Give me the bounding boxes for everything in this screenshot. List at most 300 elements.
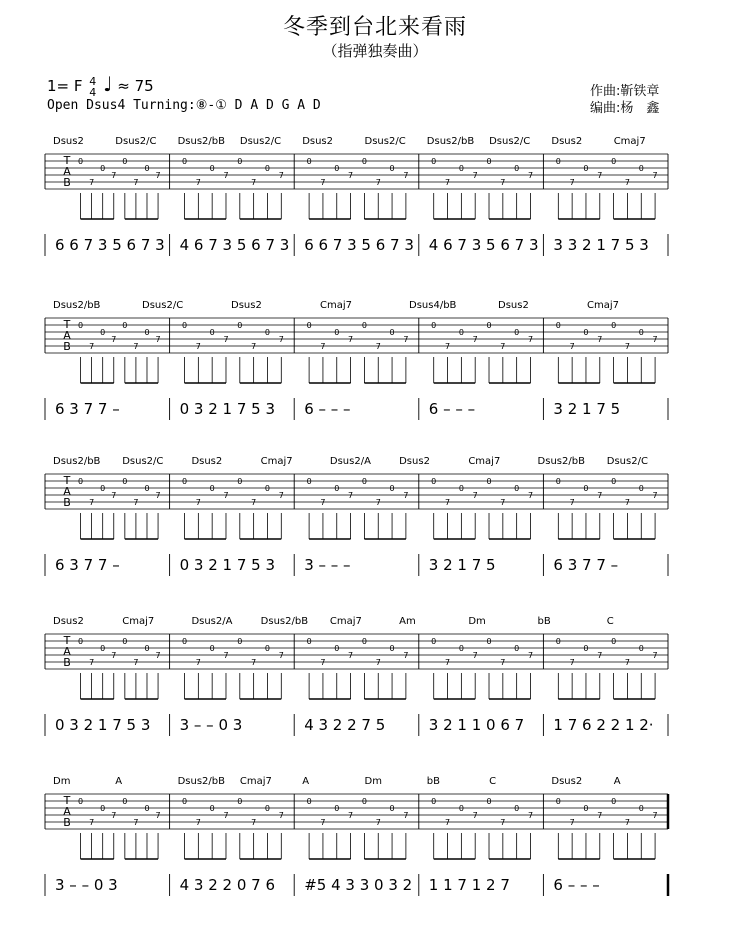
numbered-notation: 6 – – – [304, 400, 351, 418]
tab-clef-letter: B [63, 816, 71, 829]
tab-fret-number: 7 [278, 651, 284, 660]
tab-system [0, 452, 750, 592]
tab-fret-number: 0 [264, 644, 271, 653]
tab-fret-number: 0 [334, 484, 340, 493]
tab-fret-number: 7 [251, 818, 257, 827]
tab-fret-number: 0 [486, 321, 492, 330]
quarter-note-icon: ♩ [103, 72, 113, 96]
tab-fret-number: 7 [111, 171, 117, 180]
numbered-notation: 4 3 2 2 0 7 6 [179, 876, 276, 894]
chord-name: Dm [468, 616, 486, 627]
tab-fret-number: 0 [431, 321, 437, 330]
numbered-notation: 6 6 7 3 5 6 7 3 [304, 236, 414, 254]
tab-fret-number: 7 [597, 171, 603, 180]
tab-fret-number: 7 [278, 491, 284, 500]
numbered-notation: 4 6 7 3 5 6 7 3 [428, 236, 539, 254]
tab-fret-number: 0 [264, 804, 271, 813]
tab-fret-number: 7 [444, 178, 451, 187]
tab-fret-number: 7 [155, 171, 161, 180]
tab-fret-number: 7 [223, 171, 229, 180]
tab-fret-number: 0 [122, 157, 128, 166]
tab-fret-number: 0 [264, 328, 271, 337]
tab-fret-number: 0 [77, 797, 84, 806]
tab-fret-number: 0 [306, 157, 312, 166]
chord-name: Cmaj7 [260, 456, 293, 467]
tab-fret-number: 0 [144, 484, 150, 493]
chord-name: Dsus2/bB [53, 456, 101, 467]
tab-fret-number: 7 [348, 811, 354, 820]
tab-clef-letter: B [63, 656, 71, 669]
numbered-notation: 6 6 7 3 5 6 7 3 [55, 236, 165, 254]
chord-name: Dsus4/bB [409, 300, 457, 311]
song-title: 冬季到台北来看雨 [282, 15, 467, 40]
tab-fret-number: 0 [611, 797, 617, 806]
tab-fret-number: 7 [569, 342, 575, 351]
tab-fret-number: 0 [237, 477, 243, 486]
chord-name: Dsus2/bB [260, 616, 309, 627]
tab-fret-number: 0 [77, 321, 84, 330]
numbered-notation: 6 3 7 7 – [55, 556, 120, 574]
tab-fret-number: 0 [209, 328, 215, 337]
tab-fret-number: 7 [652, 811, 658, 820]
chord-name: Cmaj7 [239, 776, 272, 787]
tab-fret-number: 7 [223, 811, 229, 820]
tab-fret-number: 0 [306, 637, 312, 646]
tab-system-svg [0, 772, 750, 912]
tab-fret-number: 7 [251, 658, 257, 667]
tab-fret-number: 0 [611, 637, 617, 646]
tab-fret-number: 0 [431, 637, 437, 646]
tab-fret-number: 0 [458, 804, 464, 813]
tab-fret-number: 7 [133, 498, 139, 507]
tab-clef-letter: T [63, 794, 71, 807]
tab-fret-number: 0 [237, 637, 243, 646]
tab-fret-number: 0 [361, 797, 367, 806]
tab-fret-number: 7 [403, 491, 409, 500]
numbered-notation: 0 3 2 1 7 5 3 [55, 716, 151, 734]
tab-system [0, 296, 750, 436]
numbered-notation: 6 – – – [428, 400, 476, 418]
tab-fret-number: 0 [514, 804, 520, 813]
tab-fret-number: 0 [514, 644, 520, 653]
chord-name: Dsus2/bB [177, 136, 226, 147]
tab-fret-number: 0 [486, 797, 492, 806]
tab-fret-number: 0 [209, 484, 215, 493]
numbered-notation: 1 1 7 1 2 7 [428, 876, 510, 894]
tab-fret-number: 0 [237, 321, 243, 330]
tab-fret-number: 0 [611, 157, 617, 166]
tab-fret-number: 7 [403, 651, 409, 660]
tab-fret-number: 7 [223, 491, 229, 500]
tab-fret-number: 0 [77, 477, 84, 486]
tab-fret-number: 7 [569, 818, 575, 827]
chord-name: Dsus2 [551, 136, 583, 147]
numbered-notation: 3 – – 0 3 [55, 876, 118, 894]
tab-fret-number: 0 [264, 484, 271, 493]
chord-name: Am [399, 616, 416, 627]
tab-system [0, 772, 750, 912]
tab-clef-letter: B [63, 176, 71, 189]
chord-name: Dsus2/A [329, 456, 371, 467]
tab-clef-letter: A [63, 645, 71, 658]
tab-fret-number: 0 [144, 644, 150, 653]
chord-name: Dsus2 [53, 616, 84, 627]
tab-fret-number: 7 [195, 498, 201, 507]
tab-fret-number: 7 [348, 335, 354, 344]
tab-fret-number: 7 [133, 818, 139, 827]
tab-fret-number: 0 [209, 644, 215, 653]
tab-fret-number: 7 [569, 178, 575, 187]
tab-fret-number: 0 [583, 484, 589, 493]
tab-fret-number: 7 [652, 651, 658, 660]
tab-fret-number: 0 [583, 804, 589, 813]
tab-fret-number: 7 [652, 335, 658, 344]
tab-fret-number: 0 [181, 157, 188, 166]
tab-fret-number: 0 [334, 804, 340, 813]
tab-fret-number: 7 [320, 658, 326, 667]
tab-fret-number: 0 [431, 797, 437, 806]
tab-fret-number: 7 [155, 651, 161, 660]
tab-fret-number: 7 [375, 498, 381, 507]
tab-fret-number: 7 [472, 335, 478, 344]
tab-fret-number: 0 [100, 484, 106, 493]
tab-fret-number: 0 [181, 321, 188, 330]
tab-fret-number: 7 [251, 498, 257, 507]
tab-fret-number: 7 [527, 171, 534, 180]
chord-name: C [489, 776, 497, 787]
tab-fret-number: 7 [89, 342, 95, 351]
tab-fret-number: 0 [458, 484, 464, 493]
tab-fret-number: 7 [597, 335, 603, 344]
tab-clef-letter: A [63, 165, 71, 178]
tab-fret-number: 0 [361, 157, 367, 166]
tab-fret-number: 0 [555, 637, 561, 646]
tab-fret-number: 7 [444, 498, 451, 507]
tab-fret-number: 7 [500, 342, 506, 351]
tab-system [0, 612, 750, 752]
tab-fret-number: 0 [181, 477, 188, 486]
tab-fret-number: 7 [348, 171, 354, 180]
tab-fret-number: 0 [389, 164, 395, 173]
numbered-notation: 3 – – 0 3 [179, 716, 243, 734]
tab-fret-number: 7 [375, 178, 381, 187]
tab-fret-number: 7 [223, 335, 229, 344]
tab-fret-number: 7 [403, 811, 409, 820]
chord-name: Cmaj7 [587, 300, 619, 311]
chord-name: Cmaj7 [468, 456, 501, 467]
tab-fret-number: 0 [583, 328, 589, 337]
numbered-notation: 0 3 2 1 7 5 3 [179, 400, 276, 418]
tab-fret-number: 7 [111, 335, 117, 344]
tab-fret-number: 7 [348, 651, 354, 660]
tab-clef-letter: B [63, 340, 71, 353]
tab-fret-number: 7 [624, 658, 630, 667]
tab-fret-number: 7 [320, 178, 326, 187]
tab-fret-number: 0 [389, 328, 395, 337]
tab-fret-number: 0 [638, 644, 644, 653]
tab-fret-number: 0 [122, 797, 128, 806]
tab-fret-number: 7 [444, 342, 451, 351]
time-signature [89, 76, 96, 98]
tab-fret-number: 7 [155, 491, 161, 500]
tab-fret-number: 7 [320, 818, 326, 827]
chord-name: Cmaj7 [613, 136, 646, 147]
time-signature-top: 4 [89, 74, 97, 88]
tab-system-svg [0, 296, 750, 436]
tab-fret-number: 0 [638, 804, 644, 813]
tab-clef-letter: B [63, 496, 71, 509]
tab-fret-number: 7 [375, 342, 381, 351]
tab-fret-number: 0 [361, 321, 367, 330]
tab-fret-number: 7 [500, 498, 506, 507]
numbered-notation: 0 3 2 1 7 5 3 [179, 556, 276, 574]
chord-name: Dsus2/C [115, 136, 157, 147]
tab-fret-number: 7 [403, 171, 409, 180]
tab-fret-number: 0 [306, 477, 312, 486]
tab-fret-number: 0 [555, 157, 561, 166]
tab-fret-number: 0 [77, 157, 84, 166]
tab-fret-number: 0 [100, 804, 106, 813]
tab-fret-number: 0 [100, 328, 106, 337]
tab-fret-number: 0 [209, 804, 215, 813]
chord-name: Dsus2/C [606, 456, 648, 467]
tab-fret-number: 0 [237, 797, 243, 806]
chord-name: Dm [53, 776, 71, 787]
tab-fret-number: 7 [111, 491, 117, 500]
tab-fret-number: 7 [444, 658, 451, 667]
tab-fret-number: 7 [624, 498, 630, 507]
tab-fret-number: 7 [111, 811, 117, 820]
tab-fret-number: 0 [77, 637, 84, 646]
tab-fret-number: 7 [472, 811, 478, 820]
tab-fret-number: 7 [348, 491, 354, 500]
tab-fret-number: 7 [251, 342, 257, 351]
tab-fret-number: 0 [389, 804, 395, 813]
tab-fret-number: 7 [375, 818, 381, 827]
tab-fret-number: 0 [334, 164, 340, 173]
tab-system [0, 132, 750, 272]
tab-fret-number: 0 [144, 164, 150, 173]
chord-name: Dm [364, 776, 382, 787]
tab-fret-number: 7 [195, 342, 201, 351]
tab-clef-letter: A [63, 805, 71, 818]
tab-fret-number: 7 [195, 178, 201, 187]
tab-fret-number: 7 [223, 651, 229, 660]
tab-fret-number: 0 [583, 164, 589, 173]
chord-name: Dsus2 [53, 136, 84, 147]
chord-name: Dsus2/bB [537, 456, 585, 467]
numbered-notation: 4 3 2 2 7 5 [304, 716, 386, 734]
tab-system-svg [0, 132, 750, 272]
tab-fret-number: 7 [320, 498, 326, 507]
numbered-notation: 3 3 2 1 7 5 3 [553, 236, 649, 254]
tab-fret-number: 7 [527, 811, 534, 820]
tab-fret-number: 0 [431, 157, 437, 166]
tab-fret-number: 0 [555, 797, 561, 806]
arranger-credit: 编曲:杨 鑫 [590, 101, 660, 116]
composer-credit: 作曲:靳铁章 [590, 84, 660, 99]
tab-fret-number: 0 [514, 164, 520, 173]
tab-fret-number: 7 [195, 818, 201, 827]
tab-fret-number: 7 [155, 811, 161, 820]
song-subtitle: （指弹独奏曲） [322, 42, 428, 60]
tab-fret-number: 0 [144, 328, 150, 337]
tab-clef-letter: A [63, 329, 71, 342]
chord-name: Dsus2 [399, 456, 430, 467]
tab-clef-letter: T [63, 318, 71, 331]
tab-fret-number: 0 [555, 477, 561, 486]
chord-name: Dsus2/C [364, 136, 406, 147]
tab-fret-number: 7 [652, 171, 658, 180]
time-signature-bottom: 4 [89, 85, 97, 99]
numbered-notation: 6 3 7 7 – [55, 400, 120, 418]
chord-name: Dsus2/bB [177, 776, 226, 787]
tab-fret-number: 7 [89, 498, 95, 507]
chord-name: Dsus2/bB [426, 136, 475, 147]
tab-fret-number: 0 [122, 637, 128, 646]
tab-fret-number: 7 [251, 178, 257, 187]
tab-fret-number: 7 [133, 658, 139, 667]
tab-fret-number: 0 [611, 477, 617, 486]
tab-fret-number: 0 [334, 644, 340, 653]
chord-name: Dsus2 [498, 300, 529, 311]
tab-fret-number: 0 [514, 484, 520, 493]
tab-fret-number: 0 [555, 321, 561, 330]
numbered-notation: 3 – – – [304, 556, 351, 574]
tab-fret-number: 0 [334, 328, 340, 337]
chord-name: C [606, 616, 614, 627]
tab-system-svg [0, 612, 750, 752]
tab-fret-number: 0 [458, 644, 464, 653]
tab-fret-number: 0 [361, 637, 367, 646]
tab-fret-number: 0 [209, 164, 215, 173]
tab-system-svg [0, 452, 750, 592]
tab-fret-number: 7 [278, 335, 284, 344]
tab-fret-number: 0 [638, 328, 644, 337]
tab-fret-number: 0 [389, 484, 395, 493]
tab-fret-number: 7 [624, 178, 630, 187]
tab-fret-number: 7 [133, 342, 139, 351]
tab-clef-letter: T [63, 154, 71, 167]
numbered-notation: 6 3 7 7 – [553, 556, 619, 574]
numbered-notation: #5 4 3 3 0 3 2 [304, 876, 413, 894]
tab-fret-number: 7 [472, 171, 478, 180]
chord-name: Dsus2/C [489, 136, 531, 147]
tab-fret-number: 0 [144, 804, 150, 813]
numbered-notation: 3 2 1 7 5 [428, 556, 496, 574]
tab-fret-number: 7 [133, 178, 139, 187]
tab-fret-number: 0 [100, 164, 106, 173]
tab-fret-number: 7 [89, 818, 95, 827]
tab-fret-number: 7 [444, 818, 451, 827]
tab-fret-number: 7 [278, 811, 284, 820]
tab-fret-number: 7 [569, 658, 575, 667]
tab-fret-number: 0 [181, 637, 188, 646]
chord-name: A [613, 776, 621, 787]
tab-fret-number: 7 [527, 651, 534, 660]
tab-fret-number: 7 [569, 498, 575, 507]
tab-fret-number: 7 [527, 335, 534, 344]
tab-fret-number: 7 [472, 651, 478, 660]
tab-fret-number: 0 [264, 164, 271, 173]
numbered-notation: 6 – – – [553, 876, 600, 894]
tab-fret-number: 7 [375, 658, 381, 667]
tab-fret-number: 7 [500, 178, 506, 187]
chord-name: Dsus2 [551, 776, 583, 787]
tab-fret-number: 7 [624, 818, 630, 827]
tab-fret-number: 7 [597, 811, 603, 820]
tab-fret-number: 7 [320, 342, 326, 351]
tab-fret-number: 0 [122, 321, 128, 330]
chord-name: Cmaj7 [320, 300, 352, 311]
tab-fret-number: 0 [638, 164, 644, 173]
tab-fret-number: 0 [514, 328, 520, 337]
tuning-info: Open Dsus4 Turning:⑧-① D A D G A D [47, 98, 321, 113]
tab-fret-number: 7 [500, 818, 506, 827]
tab-fret-number: 0 [237, 157, 243, 166]
tab-fret-number: 7 [472, 491, 478, 500]
tab-fret-number: 0 [306, 321, 312, 330]
tab-fret-number: 7 [155, 335, 161, 344]
tab-fret-number: 0 [458, 328, 464, 337]
chord-name: Dsus2/C [122, 456, 164, 467]
tab-fret-number: 0 [611, 321, 617, 330]
chord-name: A [115, 776, 123, 787]
chord-name: A [302, 776, 310, 787]
tab-fret-number: 7 [278, 171, 284, 180]
tab-fret-number: 0 [583, 644, 589, 653]
chord-name: Dsus2/bB [53, 300, 101, 311]
tab-fret-number: 0 [361, 477, 367, 486]
tab-clef-letter: T [63, 474, 71, 487]
tab-clef-letter: A [63, 485, 71, 498]
chord-name: bB [426, 776, 441, 787]
tab-fret-number: 0 [181, 797, 188, 806]
tab-fret-number: 0 [389, 644, 395, 653]
tab-fret-number: 7 [597, 651, 603, 660]
tab-fret-number: 7 [195, 658, 201, 667]
chord-name: bB [537, 616, 551, 627]
tab-fret-number: 7 [89, 178, 95, 187]
tab-fret-number: 0 [306, 797, 312, 806]
numbered-notation: 4 6 7 3 5 6 7 3 [179, 236, 290, 254]
chord-name: Dsus2 [191, 456, 223, 467]
key-tempo-line [47, 72, 154, 98]
tab-fret-number: 7 [89, 658, 95, 667]
tab-fret-number: 7 [111, 651, 117, 660]
tab-fret-number: 7 [527, 491, 534, 500]
tab-clef-letter: T [63, 634, 71, 647]
chord-name: Cmaj7 [329, 616, 362, 627]
chord-name: Dsus2 [231, 300, 262, 311]
numbered-notation: 1 7 6 2 2 1 2· [553, 716, 654, 734]
tab-fret-number: 0 [431, 477, 437, 486]
tab-fret-number: 7 [500, 658, 506, 667]
tab-fret-number: 0 [486, 637, 492, 646]
tab-fret-number: 0 [100, 644, 106, 653]
chord-name: Dsus2/C [239, 136, 282, 147]
tab-fret-number: 0 [122, 477, 128, 486]
numbered-notation: 3 2 1 1 0 6 7 [428, 716, 525, 734]
numbered-notation: 3 2 1 7 5 [553, 400, 621, 418]
chord-name: Dsus2/A [191, 616, 233, 627]
chord-name: Dsus2 [302, 136, 334, 147]
chord-name: Dsus2/C [142, 300, 184, 311]
tempo-marking: ≈ 75 [117, 77, 154, 95]
tab-fret-number: 7 [652, 491, 658, 500]
tab-fret-number: 0 [458, 164, 464, 173]
tab-fret-number: 0 [486, 477, 492, 486]
